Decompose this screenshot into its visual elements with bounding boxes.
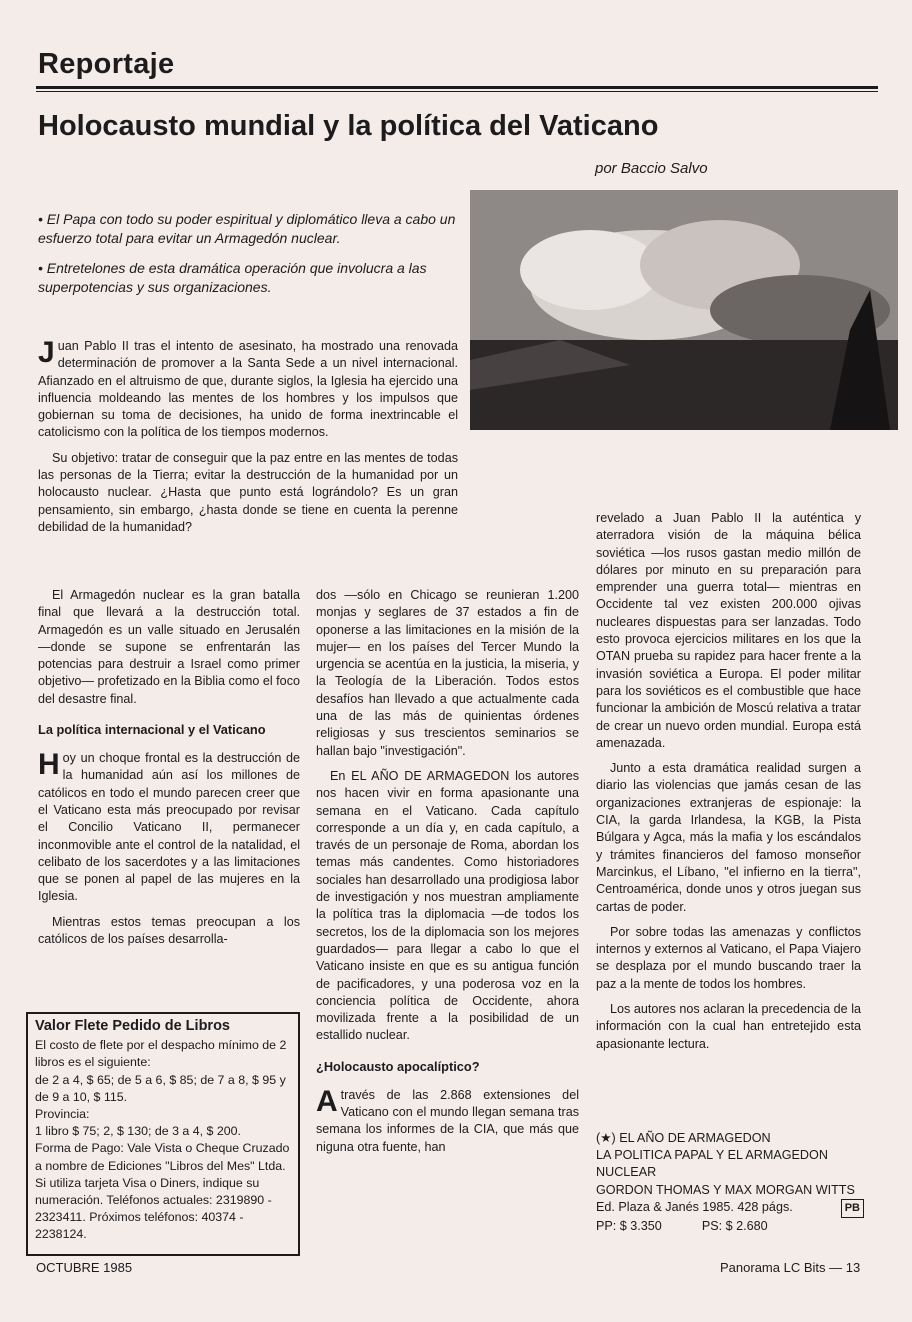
summary-bullet: • Entretelones de esta dramática operación que involucra a las superpotencias y sus organizaciones. (38, 260, 427, 295)
book-prices (596, 1218, 864, 1235)
column-3 (596, 510, 861, 1061)
paperback-badge: PB (841, 1199, 864, 1218)
book-details (596, 1130, 864, 1235)
body-paragraph: El Armagedón nuclear es la gran batalla final que llevará a la destrucción total. Armagedón es un valle situado en Jerusalén —donde se supone se enfrentarán las potencias para destruir a Israel como primer objetivo— profetizado en la Biblia como el foco del desastre final. (38, 588, 300, 706)
box-text: 1 libro $ 75; 2, $ 130; de 3 a 4, $ 200. (35, 1124, 241, 1139)
section-label: Reportaje (38, 48, 175, 80)
footer-page: Panorama LC Bits — 13 (720, 1260, 861, 1275)
drop-cap: J (38, 336, 55, 369)
body-paragraph: Mientras estos temas preocupan a los católicos de los países desarrolla- (38, 914, 300, 947)
body-paragraph: dos —sólo en Chicago se reunieran 1.200 monjas y seglares de 37 estados a fin de oponerse a las limitaciones en la misión de la mujer— en los países del Tercer Mundo la urgencia se acentúa en la justicia, la miseria, y la Teología de la Liberación. Todos estos desafíos han llevado a que actualmente cada una de las más de quinientas órdenes religiosas y sus trescientos seminarios se hallan bajo "investigación". (316, 588, 579, 758)
book-publisher: Ed. Plaza & Janés 1985. 428 págs. (596, 1199, 793, 1214)
body-paragraph: Junto a esta dramática realidad surgen a diario las violencias que jamás cesan de las organizaciones extranjeras de espionaje: la CIA, la garda Irlandesa, la KGB, la Pista Búlgara y Agca, más la mafia y los escándalos y trámites financieros del famoso monseñor Marcinkus, el Líbano, "el infierno en la tierra", Centroamérica, donde unos y otros juegan sus cartas de poder. (596, 761, 861, 914)
body-paragraph: Los autores nos aclaran la precedencia de la información con la cual han entretejido esta apasionante lectura. (596, 1002, 861, 1051)
drop-cap: A (316, 1084, 338, 1118)
lead-paragraphs (38, 338, 458, 544)
article-title: Holocausto mundial y la política del Vaticano (38, 110, 659, 142)
subheading: La política internacional y el Vaticano (38, 722, 266, 738)
book-title-line: (★) EL AÑO DE ARMAGEDON (596, 1131, 771, 1145)
article-summary (38, 210, 458, 308)
body-paragraph: Por sobre todas las amenazas y conflictos internos y externos al Vaticano, el Papa Viajero se desplaza por el mundo buscando traer la paz a la mente de todos los hombres. (596, 924, 861, 991)
body-paragraph: Su objetivo: tratar de conseguir que la paz entre en las mentes de todas las personas de la Tierra; evitar la destrucción de la humanidad por un holocausto nuclear. ¿Hasta que punto está lográndolo? Es un gran pensamiento, sin embargo, ¿hasta donde se tiene en cuenta la perenne debilidad de la humanidad? (38, 450, 458, 534)
column-2 (316, 587, 579, 1164)
column-1 (38, 587, 300, 956)
body-paragraph: Através de las 2.868 extensiones del Vaticano con el mundo llegan semana tras semana los informes de la CIA, que más que niguna otra fuente, han (316, 1084, 579, 1154)
footer-date: OCTUBRE 1985 (36, 1260, 133, 1275)
body-paragraph: En EL AÑO DE ARMAGEDON los autores nos hacen vivir en forma apasionante una semana en el Vaticano. Cada capítulo corresponde a un día y, en cada capítulo, a través de un personaje de Roma, abordan los temas más candentes. Como historiadores sociales han desarrollado una prodigiosa labor de investigación y nos muestran ampliamente la política tras la diplomacia —de todos los secretos, los de la diplomacia son los mejores guardados— para llegar a cabo lo que el Vaticano insiste en que es su antigua función de pacificadores, y una poderosa voz en la conciencia política de Occidente, ahora movilizada frente a la posibilidad de un estallido nuclear. (316, 768, 579, 1043)
book-subtitle: LA POLITICA PAPAL Y EL ARMAGEDON NUCLEAR (596, 1148, 828, 1180)
drop-cap: H (38, 748, 60, 782)
summary-bullet: • El Papa con todo su poder espiritual y diplomático lleva a cabo un esfuerzo total para evitar un Armagedón nuclear. (38, 211, 456, 246)
body-paragraph: Hoy un choque frontal es la destrucción de la humanidad aún así los millones de católicos en todo el mundo parecen creer que el Vaticano esta más preocupado por revisar el Concilio Vaticano II, permanecer inconmovible ante el control de la natalidad, el celibato de los sacerdotes y a las limitaciones que se ponen al papel de las mujeres en la Iglesia. (38, 748, 300, 904)
explosion-photo (470, 190, 898, 430)
box-text: Forma de Pago: Vale Vista o Cheque Cruzado a nombre de Ediciones "Libros del Mes" Ltda. Si utiliza tarjeta Visa o Diners, indique su numeración. Teléfonos actuales: 2319890 - 2323411. Próximos teléfonos: 40374 - 2238124. (35, 1141, 290, 1242)
price-ps: PS: $ 2.680 (701, 1219, 768, 1234)
byline: por Baccio Salvo (595, 160, 708, 177)
box-text: de 2 a 4, $ 65; de 5 a 6, $ 85; de 7 a 8, $ 95 y de 9 a 10, $ 115. (35, 1072, 286, 1104)
body-paragraph: revelado a Juan Pablo II la auténtica y aterradora visión de la máquina bélica soviética —los rusos gastan medio millón de dólares por minuto en su preparación para emprender una guerra total— mientras en Occidente tal vez existen 200.000 ojivas nucleares dispuestas para ser lanzadas. Todo esto provoca ejercicios militares en los que la OTAN prueba su rapidez para hacer frente a la invasión soviética a Europa. El poder militar para los soviéticos es el combustible que hace funcionar la ambición de Moscú relativa a tratar de crear un nuevo orden mundial. Europa está amenazada. (596, 511, 861, 750)
header-rule (36, 86, 878, 89)
box-title: Valor Flete Pedido de Libros (35, 1018, 230, 1034)
subheading: ¿Holocausto apocalíptico? (316, 1058, 480, 1074)
star-icon: ★ (600, 1131, 612, 1145)
header-rule-thin (36, 91, 878, 92)
lead-paragraph: Juan Pablo II tras el intento de asesinato, ha mostrado una renovada determinación de promover a la Santa Sede a un nivel internacional. Afianzado en el altruismo de que, durante siglos, la Iglesia ha ejercido una influencia moldeando las mentes de los hombres y los impulsos que gobiernan su toma de decisiones, ha unido de forma inextrincable el catolicismo con la política de los tiempos modernos. (38, 336, 458, 440)
box-text: Provincia: (35, 1107, 90, 1122)
price-pp: PP: $ 3.350 (596, 1219, 662, 1234)
box-text: El costo de flete por el despacho mínimo de 2 libros es el siguiente: (35, 1038, 287, 1070)
book-publisher-line (596, 1199, 864, 1218)
freight-info-box (26, 1012, 300, 1256)
book-authors: GORDON THOMAS Y MAX MORGAN WITTS (596, 1182, 855, 1197)
